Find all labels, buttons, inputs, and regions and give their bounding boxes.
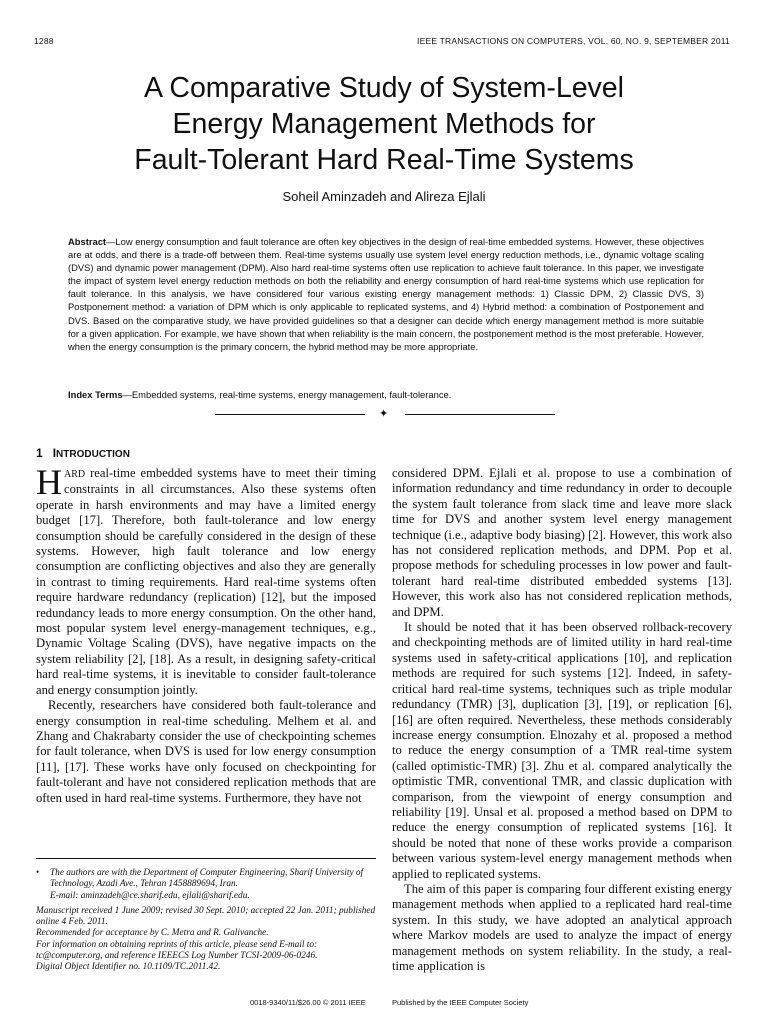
authors: Soheil Aminzadeh and Alireza Ejlali — [282, 189, 486, 204]
bullet-icon: • — [36, 868, 40, 878]
paragraph: Recently, researchers have considered both fault-tolerance and energy consumption in real-time scheduling. Melhem et al. and Zhang and Chakrabarty consider the use of checkpointing schemes for fault tolerance, when DVS is used for low energy consumption [11], [17]. These works have only focused on checkpointing for fault-tolerant and have not considered replication methods that are often used in hard real-time systems. Furthermore, they have not — [36, 698, 376, 805]
divider-diamond-icon: ✦ — [379, 408, 389, 420]
paragraph: considered DPM. Ejlali et al. propose to use a combination of information redundancy and time redundancy in order to decouple the system fault tolerance from slack time and leave more slack time for DVS and another system level energy management technique (i.e., adaptive body biasing) [2]. However, this work also has not considered replication methods, and DPM. Pop et al. propose methods for scheduling processes in low power and fault-tolerant hard real-time distributed embedded systems [13]. However, this work also has not considered replication methods, and DPM. — [392, 466, 732, 619]
title-line-2: Energy Management Methods for — [172, 108, 596, 140]
paragraph — [36, 462, 376, 698]
running-header — [34, 36, 730, 48]
paragraph: The aim of this paper is comparing four different existing energy management methods when applied to a replicated hard real-time system. In this study, we have adopted an analytical approach where Markov models are used to analyze the impact of energy management methods on system reliability. In the study, a real-time application is — [392, 881, 732, 973]
page-number: 1288 — [34, 36, 54, 46]
lead-small-caps: ARD — [64, 469, 86, 480]
abstract-text: —Low energy consumption and fault tolerance are often key objectives in the design of real-time embedded systems. However, these objectives are at odds, and there is a trade-off between them. Real-time systems usually use system level energy reduction methods, i.e., dynamic voltage scaling (DVS) and dynamic power management (DPM). Also hard real-time systems often use replication to achieve fault tolerance. In this paper, we investigate the impact of system level energy reduction methods on both the reliability and energy consumption of hard real-time systems which use replication for fault tolerance. In this analysis, we have considered four various existing energy management methods: 1) Classic DPM, 2) Classic DVS, 3) Postponement method: a variation of DPM which is only applicable to replicated systems, and 4) Hybrid method: a combination of Postponement and DVS. Based on the comparative study, we have provided guidelines so that a designer can decide which energy management method is more suitable for a given application. For example, we have shown that when reliability is the main concern, the postponement method is the most preferable. However, when the energy consumption is the primary concern, the hybrid method may be more appropriate. — [68, 236, 704, 352]
journal-info: IEEE TRANSACTIONS ON COMPUTERS, VOL. 60, NO. 9, SEPTEMBER 2011 — [417, 36, 730, 46]
paragraph-text: real-time embedded systems have to meet their timing constraints in all circumstances. Also these systems often operate in harsh environments and may have a limited energy budget [17]. Therefore, both fault-tolerance and low energy consumption should be carefully considered in the design of these systems. However, high fault tolerance and low energy consumption are conflicting objectives and also they are generally in contrast to timing requirements. Hard real-time systems often require hardware redundancy (replication) [12], but the imposed redundancy leads to more energy consumption. On the other hand, most popular system level energy-management techniques, e.g., Dynamic Voltage Scaling (DVS), have negative impacts on the system reliability [2], [18]. As a result, in designing safety-critical hard real-time systems, it is inevitable to consider fault-tolerance and energy consumption jointly. — [36, 466, 376, 697]
section-title-initial: I — [52, 446, 57, 460]
paper-title — [40, 70, 728, 178]
section-divider — [215, 408, 555, 420]
divider-line-left — [215, 414, 365, 415]
index-terms-label: Index Terms — [68, 389, 123, 400]
doi: Digital Object Identifier no. 10.1109/TC.2011.42. — [36, 962, 221, 973]
reprint-info: For information on obtaining reprints of this article, please send E-mail to: tc@computer.org, and reference IEEECS Log Number TCSI-2009-06-0246. — [36, 939, 318, 962]
abstract — [68, 235, 704, 353]
section-number: 1 — [36, 446, 43, 460]
copyright-notice: 0018-9340/11/$26.00 © 2011 IEEE — [250, 998, 366, 1007]
author-affiliation — [36, 868, 376, 902]
footnotes — [36, 868, 376, 974]
body-column-left — [36, 462, 376, 806]
divider-line-right — [405, 414, 555, 415]
section-heading — [36, 446, 130, 460]
index-terms-text: —Embedded systems, real-time systems, energy management, fault-tolerance. — [122, 389, 452, 400]
abstract-label: Abstract — [68, 236, 107, 247]
body-column-right — [392, 466, 732, 974]
paragraph: It should be noted that it has been observed rollback-recovery and checkpointing methods are of limited utility in hard real-time systems used in safety-critical applications [10], and replication methods are required for such systems [12]. Indeed, in safety-critical hard real-time systems, techniques such as triple modular redundancy (TMR) [3], duplication [3], [19], or replication [6], [16] are often required. Nevertheless, these methods considerably increase energy consumption. Elnozahy et al. proposed a method to reduce the energy consumption of a TMR real-time system (called optimistic-TMR) [3]. Zhu et al. compared analytically the optimistic TMR, conventional TMR, and classic duplication with comparison, from the viewpoint of energy consumption and reliability [19]. Unsal et al. proposed a method based on DPM to reduce the energy consumption of replicated systems [16]. It should be noted that none of these works provide a comparison between various system-level energy management methods when applied to replicated systems. — [392, 620, 732, 881]
index-terms — [68, 388, 704, 401]
recommended-by: Recommended for acceptance by C. Metra and R. Galivanche. — [36, 928, 269, 939]
affiliation-text: The authors are with the Department of Computer Engineering, Sharif University of Technology, Azadi Ave., Tehran 1458889694, Iran. — [50, 868, 364, 890]
drop-cap: H — [36, 462, 62, 502]
footnote-rule — [36, 858, 376, 859]
title-line-3: Fault-Tolerant Hard Real-Time Systems — [134, 144, 634, 176]
publisher-notice: Published by the IEEE Computer Society — [392, 998, 529, 1007]
manuscript-dates: Manuscript received 1 June 2009; revised 30 Sept. 2010; accepted 22 Jan. 2011; published online 4 Feb. 2011. — [36, 905, 376, 928]
title-line-1: A Comparative Study of System-Level — [144, 72, 624, 104]
affiliation-email: E-mail: aminzadeh@ce.sharif.edu, ejlali@sharif.edu. — [50, 890, 250, 901]
section-title-rest: NTRODUCTION — [56, 449, 130, 460]
